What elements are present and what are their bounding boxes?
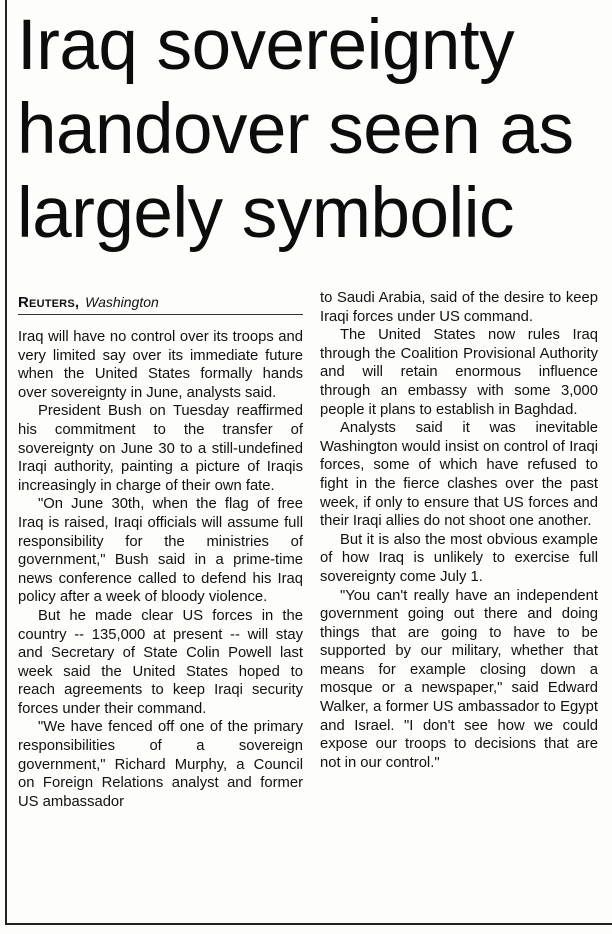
- paragraph: Iraq will have no control over its troops and very limited say over its immediate future when the United States formally hands over sovereignty in June, analysts said.: [18, 329, 303, 401]
- left-frame-rule: [5, 0, 7, 925]
- byline-rule: [18, 314, 303, 315]
- paragraph: President Bush on Tuesday reaffirmed his commitment to the transfer of sovereignty on June 30 to a still-undefined Iraqi authority, painting a picture of Iraqis increasingly in charge of their own fate.: [18, 403, 303, 494]
- paragraph: "On June 30th, when the flag of free Iraq is raised, Iraqi officials will assume full responsibility for the ministries of government," Bush said in a prime-time news conference called to defend his Iraq policy after a week of bloody violence.: [18, 496, 303, 606]
- article-column-1: [18, 328, 303, 811]
- paragraph: to Saudi Arabia, said of the desire to keep Iraqi forces under US command.: [320, 290, 598, 325]
- dateline: Washington: [85, 294, 159, 310]
- article-column-2: [320, 289, 598, 772]
- headline: Iraq sovereignty handover seen as largely symbolic: [17, 6, 574, 253]
- paragraph: "You can't really have an independent government going out there and doing things that are going to have to be supported by our military, whether that means for example closing down a mosque or a newspaper," said Edward Walker, a former US ambassador to Egypt and Israel. "I don't see how we could expose our troops to decisions that are not in our control.": [320, 587, 598, 771]
- paragraph: But he made clear US forces in the country -- 135,000 at present -- will stay and Secretary of State Colin Powell last week said the United States hoped to reach agreements to keep Iraqi security forces under their command.: [18, 607, 303, 717]
- paragraph: The United States now rules Iraq through the Coalition Provisional Authority and will retain enormous influence through an embassy with some 3,000 people it plans to establish in Baghdad.: [320, 327, 598, 418]
- paragraph: But it is also the most obvious example of how Iraq is unlikely to exercise full sovereignty come July 1.: [320, 531, 598, 585]
- paragraph: "We have fenced off one of the primary responsibilities of a sovereign government," Richard Murphy, a Council on Foreign Relations analyst and former US ambassador: [18, 719, 303, 810]
- bottom-frame-rule: [5, 923, 612, 925]
- paragraph: Analysts said it was inevitable Washington would insist on control of Iraqi forces, some of which have refused to fight in the fierce clashes over the past week, if only to ensure that US forces and their Iraqi allies do not shoot one another.: [320, 420, 598, 530]
- byline: [18, 292, 303, 313]
- news-agency: Reuters,: [18, 294, 80, 311]
